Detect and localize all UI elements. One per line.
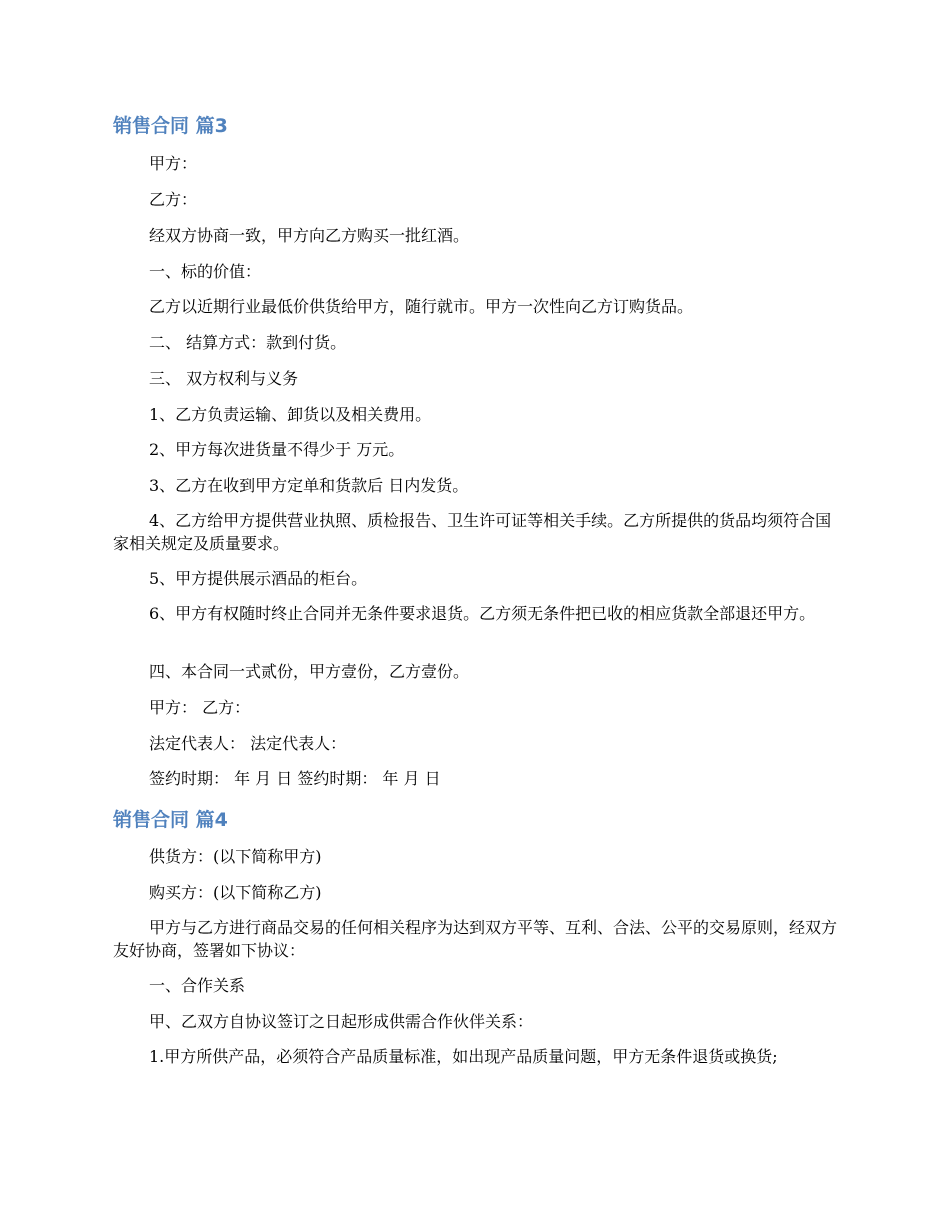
- paragraph: 购买方：(以下简称乙方): [149, 883, 322, 902]
- paragraph: 供货方：(以下简称甲方): [149, 847, 322, 866]
- paragraph: 甲方：: [149, 154, 198, 173]
- paragraph: 四、本合同一式贰份，甲方壹份，乙方壹份。: [149, 662, 470, 681]
- paragraph: 一、标的价值：: [149, 262, 262, 281]
- paragraph: 1、乙方负责运输、卸货以及相关费用。: [149, 405, 432, 424]
- section-heading-4: 销售合同 篇4: [113, 809, 228, 831]
- paragraph: 甲方： 乙方：: [149, 698, 251, 717]
- paragraph: 6、甲方有权随时终止合同并无条件要求退货。乙方须无条件把已收的相应货款全部退还甲方。: [149, 604, 816, 623]
- paragraph: 甲、乙双方自协议签订之日起形成供需合作伙伴关系：: [149, 1012, 534, 1031]
- paragraph: 经双方协商一致，甲方向乙方购买一批红酒。: [149, 226, 470, 245]
- section-heading-3: 销售合同 篇3: [113, 115, 228, 137]
- paragraph: 乙方：: [149, 190, 198, 209]
- paragraph: 4、乙方给甲方提供营业执照、质检报告、卫生许可证等相关手续。乙方所提供的货品均须符合国家相关规定及质量要求。: [113, 511, 832, 553]
- paragraph: 三、 双方权利与义务: [149, 369, 299, 388]
- paragraph: 二、 结算方式：款到付货。: [149, 333, 347, 352]
- paragraph: 5、甲方提供展示酒品的柜台。: [149, 569, 368, 588]
- paragraph: 1.甲方所供产品，必须符合产品质量标准，如出现产品质量问题，甲方无条件退货或换货;: [149, 1047, 778, 1066]
- paragraph: 3、乙方在收到甲方定单和货款后 日内发货。: [149, 476, 469, 495]
- paragraph: 乙方以近期行业最低价供货给甲方，随行就市。甲方一次性向乙方订购货品。: [149, 297, 694, 316]
- paragraph: 签约时期： 年 月 日 签约时期： 年 月 日: [149, 769, 441, 788]
- paragraph: 法定代表人： 法定代表人：: [149, 734, 347, 753]
- paragraph: 甲方与乙方进行商品交易的任何相关程序为达到双方平等、互利、合法、公平的交易原则，经双方友好协商，签署如下协议：: [113, 918, 838, 960]
- paragraph: 一、合作关系: [149, 976, 246, 995]
- paragraph: 2、甲方每次进货量不得少于 万元。: [149, 440, 405, 459]
